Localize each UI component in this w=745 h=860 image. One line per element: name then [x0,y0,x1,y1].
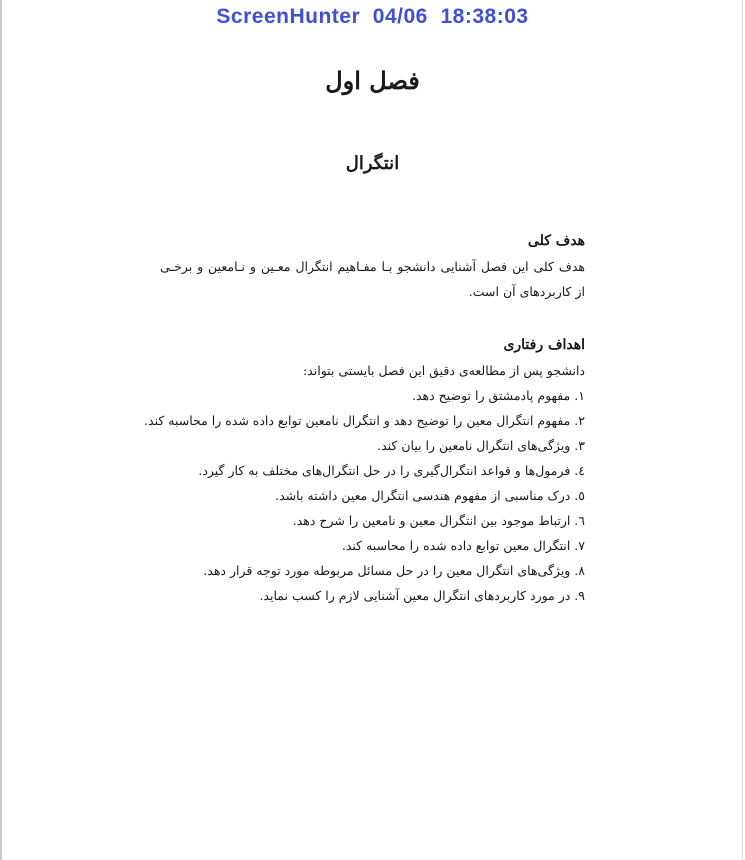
general-goal-text: هدف کلی این فصل آشنایی دانشجو بـا مفـاهیم انتگرال معـین و نـامعین و برخـی از کاربردهای آن است. [160,259,585,299]
chapter-body [144,228,585,608]
page-left-border [0,0,2,860]
objective-item: ۸. ویژگی‌های انتگرال معین را در حل مسائل مربوطه مورد توجه قرار دهد. [203,563,585,578]
objective-item: ٥. درک مناسبی از مفهوم هندسی انتگرال معین داشته باشد. [275,488,585,503]
page-right-border [742,0,743,860]
objective-item: ۱. مفهوم پادمشتق را توضیح دهد. [411,388,585,403]
objective-item: ٦. ارتباط موجود بین انتگرال معین و نامعین را شرح دهد. [292,513,585,528]
chapter-subtitle: انتگرال [345,153,400,174]
section-spacer [160,304,585,332]
screenshot-watermark: ScreenHunter 04/06 18:38:03 [216,5,529,28]
behavioral-goals-heading: اهداف رفتاری [503,337,585,353]
objective-item: ۳. ویژگی‌های انتگرال نامعین را بیان کند. [377,438,585,453]
general-goal-heading: هدف کلی [527,233,585,249]
objective-item: ۲. مفهوم انتگرال معین را توضیح دهد و انتگرال نامعین توابع داده شده را محاسبه کند. [144,413,585,428]
objective-item: ۹. در مورد کاربردهای انتگرال معین آشنایی لازم را کسب نماید. [259,588,585,603]
objectives-list [144,383,585,608]
objective-item: ۷. انتگرال معین توابع داده شده را محاسبه کند. [341,538,585,553]
objective-item: ٤. فرمول‌ها و قواعد انتگرال‌گیری را در حل انتگرال‌های مختلف به کار گیرد. [198,463,585,478]
chapter-title: فصل اول [325,66,420,95]
behavioral-goals-intro: دانشجو پس از مطالعه‌ی دقیق این فصل بایستی بتواند: [302,363,585,378]
